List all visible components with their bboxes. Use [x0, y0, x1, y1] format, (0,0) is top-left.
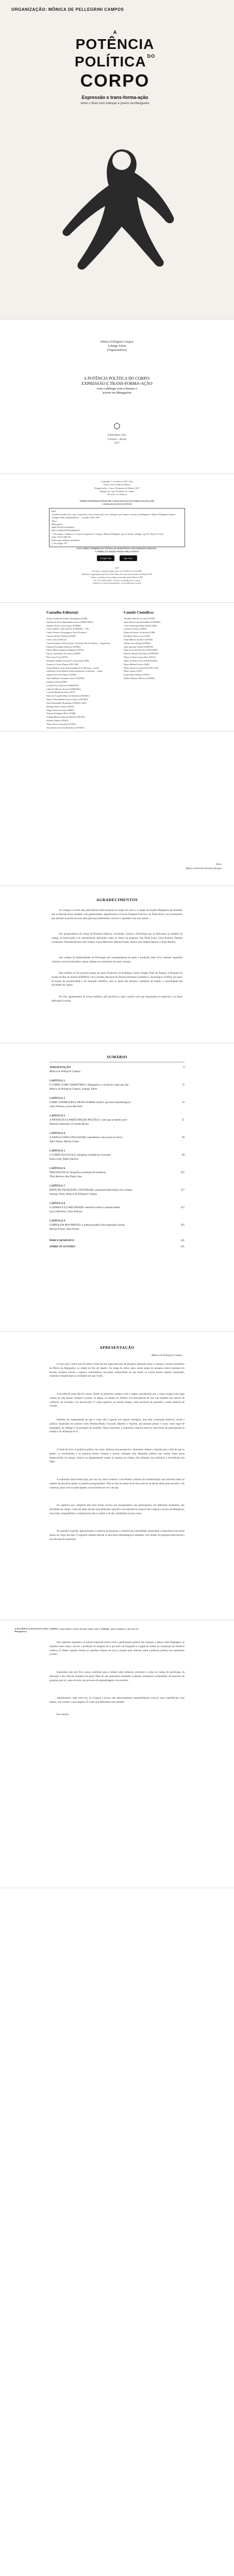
- title-page-author-1: Mônica Pellegrini Campos: [100, 341, 134, 344]
- acknowledgements-paragraph-2: Aos pesquisadores do Grupo de Pesquisa Infância, Juventude, Cultura e Psicologia que se dedicaram ao trabalho de campo, às transcrições e às intermináveis discussões sobre os rumos da pesquisa: Ana Paula Lima, Clara Pedrosa, Daniela Guimarães, Fernanda Rocha, Júlia Vianna, Lucas Meirelles, Marina Fontes, Paula Lobo, Rafael Queiroz e Thaís Barreto.: [52, 933, 182, 944]
- toc-chapter-label: CAPÍTULO 3: [49, 1115, 65, 1117]
- cover-title-line-3: CORPO: [80, 71, 150, 91]
- toc-entry-label: O CORPO COMO TERRITÓRIO: a Mangueira e a escuta do corpo que fala: [49, 1084, 129, 1087]
- presentation-continued-page: [0, 1620, 234, 1888]
- editorial-member: Sérgio Nunes de Jesus (IFRO): [46, 708, 74, 711]
- cover-subtitle-2: entre o título com crianças e jovens na Mangueira: [80, 102, 149, 105]
- scientific-member: Maria Helena Fávero (UnB): [124, 663, 149, 666]
- editorial-member: Andréia da Silva Quintanilha Sousa (UNIR/UFRN): [46, 620, 93, 623]
- cover-title-line-2: [67, 54, 163, 70]
- toc-entry-author: Daniela Guimarães, Fernanda Rocha: [49, 1123, 89, 1126]
- toc-entry-page: 15: [182, 1084, 185, 1087]
- toc-entry-page: 165: [180, 1224, 185, 1227]
- toc-entry-label: A INFÂNCIA E A PARTICIPAÇÃO POLÍTICA: vozes que se fazem ouvir: [49, 1119, 127, 1122]
- cip-line-6: DOI 10.24824/978854440000.0: [52, 529, 80, 532]
- presentation-continued-paragraph-1: Nos capítulos seguintes, os autores exploram temas como a participação política das crianças, a dança como linguagem, as relações entre corpo e escola, a produção de imagens de si por meio da fotografia e o papel do samba na construção da memória coletiva. O último capítulo retoma as questões centrais do livro e propõe uma reflexão sobre a potência política das expressões juvenis.: [49, 1641, 185, 1656]
- presentation-title: APRESENTAÇÃO: [99, 1345, 135, 1350]
- presentation-author: Mônica de Pellegrini Campos: [151, 1354, 182, 1357]
- toc-entry-author: Paula Lobo, Rafael Queiroz: [49, 1158, 79, 1161]
- cover-figure-illustration: [44, 139, 189, 278]
- toc-entry[interactable]: [49, 1118, 185, 1122]
- toc-entry-label: O CORPO NA ESCOLA: disciplina, resistência e invenção: [49, 1154, 111, 1157]
- cip-subtitle: CATALOGAÇÃO NA FONTE: [102, 503, 132, 506]
- legal-line-5: Tel.: (41) 3039-6418 – E-mail: sac@editoracrv.com.br: [93, 579, 141, 582]
- toc-entry-label: ÍNDICE REMISSIVO: [49, 1240, 74, 1242]
- editorial-member: Celso Conti (UFSCar): [46, 638, 67, 641]
- copyright-block: [0, 480, 234, 496]
- acknowledgements-title: AGRADECIMENTOS: [96, 897, 138, 902]
- toc-entry-page: 9: [183, 1066, 185, 1069]
- toc-entry[interactable]: [49, 1066, 185, 1070]
- running-head: A POTÊNCIA POLÍTICA DO CORPO: expressão e trans-forma-ação com o diálogo com crianças e jovens na Mangueira: [14, 1628, 139, 1633]
- cover-figure-head-highlight: [112, 151, 131, 170]
- toc-entry: [49, 1210, 185, 1214]
- toc-chapter-label: CAPÍTULO 6: [49, 1167, 65, 1170]
- toc-chapter-label: CAPÍTULO 5: [49, 1150, 65, 1153]
- presentation-paragraph-4: O título do livro, A potência política do corpo, sintetiza essa perspectiva. Queremos chamar a atenção para o fato de que os gestos, os movimentos e as posturas dessas crianças e jovens carregam uma dimensão política que muitas vezes passa despercebida. Ao dançar, brincar ou simplesmente ocupar os espaços da cidade, eles afirmam sua existência e reivindicam um lugar.: [49, 1449, 185, 1464]
- cip-line-2: A potência política do corpo: expressão e trans-forma-ação com o diálogo com crianças e jovens na Mangueira / Mônica Pellegrini Campos, Solange Jobim (organizadoras). – Curitiba: CRV, 2017.: [52, 513, 176, 519]
- dedication-text: [139, 863, 222, 871]
- cover-editors: ORGANIZAÇÃO: MÔNICA DE PELLEGRINI CAMPOS: [11, 7, 124, 12]
- digital-edition-line-2: CONHEÇA E BAIXE NOSSO APLICATIVO!: [95, 550, 139, 553]
- title-page-publisher: [0, 434, 234, 446]
- cover-title-block: [67, 30, 163, 128]
- scientific-member: Cristina Zacarias (UFPE): [124, 628, 147, 631]
- toc-entry[interactable]: [49, 1136, 185, 1140]
- cip-record-box: [49, 508, 185, 547]
- toc-entry: [49, 1097, 185, 1100]
- presentation-page: [0, 1332, 234, 1620]
- title-page-publisher-year: 2017: [114, 442, 120, 445]
- editorial-member: Carmen Tereza Velanga (UNIR): [46, 635, 76, 638]
- toc-entry[interactable]: [49, 1224, 185, 1227]
- title-page-author-role: (Organizadores): [107, 349, 127, 352]
- editorial-member: Antônio Pereira Gaio Júnior (UFRRJ): [46, 624, 81, 627]
- toc-entry-label: SOBRE OS AUTORES: [49, 1246, 75, 1248]
- editorial-member: Francisco Carlos Duarte (PUC-PR): [46, 663, 79, 666]
- editorial-member: Carlos Alberto Vilar Estêvão (UMINHO – PT): [46, 628, 89, 631]
- legal-line-3: Proibida a reprodução parcial ou total desta obra sem autorização da Editora CRV: [81, 572, 153, 575]
- toc-entry-author: Thaís Barreto, Ana Paula Lima: [49, 1176, 82, 1178]
- toc-entry-page: 185: [180, 1240, 185, 1242]
- scientific-member: Nilza Gomes (USF): [124, 670, 142, 673]
- title-page-title-line-2: EXPRESSÃO E TRANS-FORMA-AÇÃO: [81, 381, 153, 386]
- toc-entry: [49, 1175, 185, 1179]
- toc-entry-page: 33: [182, 1101, 185, 1104]
- scientific-member: Marcelo Brasil Sant'Anna (UNIFESP): [124, 652, 159, 655]
- toc-entry-author: Mônica de Pellegrini Campos, Solange Jobim: [49, 1088, 97, 1091]
- google-play-button[interactable]: Google Play: [97, 555, 114, 561]
- editorial-member: Sydione Santos (UEPG): [46, 719, 69, 722]
- legal-line-4: Todos os direitos desta edição reservados pela: Editora CRV: [91, 575, 143, 579]
- cover-page: [0, 0, 234, 319]
- editorial-member: Solange Helena Ximenes-Rocha (UFOPA): [46, 716, 86, 719]
- toc-entry-author: Lucas Meirelles, Clara Pedrosa: [49, 1211, 82, 1213]
- toc-chapter-label: CAPÍTULO 9: [49, 1220, 65, 1223]
- editorial-member: João Adalberto Campato Junior (UNESP): [46, 677, 85, 680]
- editorial-member: Simone Rodrigues Pinto (UNB): [46, 712, 76, 715]
- editorial-member: Tania Suely Azevedo Brasileiro (UFOPA): [46, 726, 85, 729]
- editorial-member: Tadeu Oliver Gonçalves (UFPA): [46, 722, 76, 725]
- editorial-member: Elione Maria Nogueira Diogenes (UFAL): [46, 649, 85, 652]
- editorial-council-heading: Conselho Editorial:: [46, 610, 79, 615]
- toc-entry-label: CORPO, EXPRESSÃO E TRANS-FORMA-AÇÃO: percursos metodológicos: [49, 1101, 131, 1104]
- presentation-continued-paragraph-4: Boa leitura!: [57, 1714, 69, 1716]
- cip-line-8: CDU 159.9 CDD 150: [52, 535, 71, 538]
- toc-entry[interactable]: [49, 1239, 185, 1243]
- copyright-line-3: Diagramação e Capa: Designers da Editora CRV: [94, 486, 140, 489]
- copyright-line-1: Copyright © da Editora CRV Ltda.: [101, 480, 133, 483]
- cip-line-10: 1. Psicologia 150: [52, 542, 67, 545]
- toc-entry-page: 69: [182, 1137, 185, 1139]
- acknowledgements-paragraph-5: Por fim, agradecemos às nossas famílias, pela paciência e pelo carinho com que suportaram as ausências e as horas dedicadas à escrita.: [52, 996, 182, 1003]
- scientific-member: Sonia Mara Ornelas (UFPA): [124, 673, 149, 676]
- toc-entry-page: 89: [182, 1154, 185, 1157]
- toc-entry: [49, 1193, 185, 1196]
- toc-entry-label: BRINCAR, PESQUISAR, CONVERSAR: a pesquisa-intervenção com crianças: [49, 1189, 132, 1192]
- editorial-member: Jailson Alves dos Santos (UFRJ): [46, 673, 76, 676]
- toc-entry[interactable]: [49, 1206, 185, 1210]
- toc-entry-page: 191: [180, 1246, 185, 1248]
- editorial-member: Leonel Severo Rocha (UNISINOS): [46, 684, 79, 687]
- cip-line-1: P861: [52, 510, 56, 513]
- toc-entry: [49, 1149, 185, 1153]
- toc-chapter-label: CAPÍTULO 4: [49, 1132, 65, 1135]
- council-page: [0, 603, 234, 732]
- editorial-member: Rodrigo Pratte-Santos (UFES): [46, 705, 74, 708]
- cover-title-word-do: DO: [147, 54, 156, 59]
- summary-title: SUMÁRIO: [107, 1055, 127, 1059]
- legal-block: [0, 567, 234, 585]
- cover-title-word-politica: POLÍTICA: [74, 54, 146, 70]
- scientific-member: Maria da Penha Nery (UNICEUMA): [124, 659, 158, 662]
- scientific-member: Maria Cristina Lopes Silva (UFSC): [124, 656, 156, 659]
- scientific-member: Jatiane Lino Bringel (UFMS): [124, 641, 151, 645]
- title-page-author-2: Solange Jobim: [108, 345, 126, 348]
- scientific-member: Zildete Pinheiro Moreira (UFMG): [124, 677, 155, 680]
- editorial-member: Gloria Fariñas León (Universidade de La Havana – Cuba): [46, 666, 99, 669]
- editorial-member: Maria de Lourdes Pinto de Almeida (UNOESC): [46, 694, 90, 698]
- cip-heading: [0, 500, 234, 506]
- title-page-authors: [0, 340, 234, 352]
- editorial-member: Guillermo Arias Beatón (Universidade de La Havana – Cuba): [46, 670, 103, 673]
- digital-edition-note: [0, 547, 234, 553]
- scientific-member: Julia Agostini Cebalo (FAPESP): [124, 645, 154, 648]
- toc-entry[interactable]: [49, 1101, 185, 1105]
- toc-entry: [49, 1219, 185, 1223]
- presentation-paragraph-1: O livro que o leitor tem em mãos é fruto de um longo percurso de pesquisa realizado junto a crianças e jovens moradores do Morro da Mangueira, na cidade do Rio de Janeiro. Ao longo de vários anos, nosso grupo de pesquisa esteve presente em escolas, projetos sociais e espaços comunitários, buscando compreender de que modo os corpos desses sujeitos expressam, resistem e transformam as condições em que vivem.: [49, 1363, 185, 1378]
- presentation-continued-paragraph-3: Agradecemos, mais uma vez, às crianças e jovens que generosamente compartilharam conosco suas experiências, seus medos, seus sonhos e suas alegrias. É a eles que dedicamos este trabalho.: [49, 1697, 185, 1704]
- toc-entry-label: A DANÇA COMO LINGUAGEM: experiências com jovens no morro: [49, 1137, 123, 1139]
- toc-entry-author: Clara Pedrosa, Lucas Meirelles: [49, 1106, 82, 1108]
- copyright-line-4: Imagem da capa: Pesquisa de Campo: [99, 489, 135, 493]
- toc-entry-author: Solange Jobim, Mônica de Pellegrini Campos: [49, 1193, 97, 1196]
- title-page-title-line-1: A POTÊNCIA POLÍTICA DO CORPO:: [83, 376, 151, 381]
- editorial-member: Lídia de Oliveira Xavier (UNIEURO): [46, 687, 81, 690]
- editorial-member: Paulo Romualdo Hernandes (UNIFAL-MG): [46, 701, 87, 704]
- presentation-paragraph-6: Os capítulos que compõem esta obra foram escritos por pesquisadores que participaram, em diferentes momentos, das atividades de campo. Cada um deles aborda uma dimensão específica da experiência corporal das crianças e jovens da Mangueira, mas todos compartilham o compromisso ético e político de dar visibilidade às suas vozes.: [49, 1504, 185, 1515]
- toc-entry[interactable]: [49, 1245, 185, 1249]
- toc-entry: [49, 1088, 185, 1091]
- copyright-line-5: Revisão: Os Autores: [107, 493, 127, 496]
- editorial-member: Cesar Gerónimo Tello (Univer. Nacional Três de Febrero – Argentina): [46, 641, 110, 645]
- toc-entry: [49, 1070, 185, 1074]
- app-store-button[interactable]: App Store: [120, 555, 137, 561]
- toc-entry-label: O SAMBA E A COMUNIDADE: memória coletiva e pertencimento: [49, 1207, 121, 1209]
- editorial-member: Aldira Guimarães Duarte Domínguez (UNB): [46, 617, 88, 620]
- editorial-member: Élsio José Corá (UFFS): [46, 656, 68, 659]
- cip-title: DADOS INTERNACIONAIS DE CATALOGAÇÃO NA PUBLICAÇÃO (CIP): [79, 500, 155, 502]
- scientific-member: Elisabete Franco Cruz (USP): [124, 635, 151, 638]
- cover-title-line-1: POTÊNCIA: [75, 36, 155, 52]
- cip-line-3: 198 p.: [52, 519, 57, 522]
- scientific-member: Maria Teresa Lacerda Leite (PUC-SP): [124, 666, 159, 669]
- scientific-committee-heading: Comitê Científico:: [124, 610, 154, 615]
- editorial-member: Carlos Federico Dominguez Avila (Unieuro): [46, 631, 87, 634]
- toc-entry: [49, 1132, 185, 1136]
- presentation-paragraph-5: A expressão trans-forma-ação, por sua vez, busca traduzir o movimento contínuo de transformação que atravessa tanto os sujeitos da pesquisa quanto os próprios pesquisadores. Não se trata de observar de fora, mas de se deixar afetar pelo encontro e de construir, junto com os participantes, novas formas de ver e de agir.: [49, 1479, 185, 1489]
- publisher-logo-icon: [114, 422, 120, 430]
- cover-subtitle: Expressão e trans-forma-ação: [81, 95, 148, 100]
- editorial-member: Lourdes Helena da Silva (UFV): [46, 691, 76, 694]
- toc-entry[interactable]: [49, 1171, 185, 1175]
- toc-entry-page: 147: [180, 1207, 185, 1209]
- toc-chapter-label: CAPÍTULO 8: [49, 1202, 65, 1205]
- dedication-line-2: Maria Gabriela Portela Borges: [186, 867, 222, 870]
- toc-entry-author: Júlia Vianna, Marina Fontes: [49, 1141, 79, 1143]
- scientific-member: Eliane de Souza Cavalcante (UPE): [124, 631, 156, 634]
- legal-line-2: Foi feito o depósito legal conf. Lei 10.994 de 14/12/2004: [92, 569, 142, 572]
- title-page-publisher-city: Curitiba – Brasil: [107, 437, 127, 441]
- legal-line-1: 2017: [114, 567, 120, 569]
- toc-entry: [49, 1184, 185, 1188]
- title-page: [0, 319, 234, 474]
- acknowledgements-paragraph-3: Aos colegas do Departamento de Psicologia que acompanharam de perto a produção deste livro, fazendo sugestões valiosas e nos incentivando a seguir adiante nos momentos de maior cansaço.: [52, 957, 182, 963]
- toc-entry: [49, 1114, 185, 1118]
- toc-chapter-label: CAPÍTULO 1: [49, 1080, 65, 1082]
- legal-line-6: Conheça os nossos lançamentos: www.editoracrv.com.br: [92, 582, 142, 585]
- digital-edition-line-1: ESTA OBRA TAMBÉM ENCONTRA-SE DISPONÍVEL EM FORMATO DIGITAL.: [77, 547, 157, 550]
- toc-entry: [49, 1202, 185, 1206]
- toc-entry: [49, 1140, 185, 1144]
- title-page-title-line-4: jovens na Mangueira: [103, 391, 131, 395]
- toc-entry-label: APRESENTAÇÃO: [49, 1066, 71, 1069]
- title-page-publisher-name: EDITORA CRV: [108, 434, 126, 437]
- toc-entry: [49, 1228, 185, 1231]
- title-page-title: [31, 376, 203, 396]
- toc-entry: [49, 1079, 185, 1083]
- presentation-paragraph-7: No primeiro capítulo, apresentamos o contexto da pesquisa e a história da comunidade, destacando a importância da escuta atenta do corpo que fala. O segundo capítulo discute os percursos metodológicos adotados, com ênfase na pesquisa-intervenção e nas oficinas de expressão.: [49, 1530, 185, 1541]
- scientific-member: Carlos Henrique Bahia (UNICAMP): [124, 624, 157, 627]
- summary-page: [0, 1043, 234, 1332]
- title-page-title-line-3: com o diálogo com crianças e: [96, 386, 138, 391]
- toc-entry-page: 127: [180, 1189, 185, 1192]
- acknowledgements-page: [0, 886, 234, 1043]
- editorial-member: Eduardo Fernandes Barbosa (UFMG): [46, 645, 81, 648]
- catalog-page: [0, 474, 234, 603]
- cip-line-7: 1. Psicologia 2. Infância 3. Corpo 4. Expressão I. Campos, Mônica Pellegrini. org. II. Jobim, Solange. org. III. Título IV. Série: [52, 532, 163, 535]
- toc-entry: [49, 1158, 185, 1161]
- acknowledgements-paragraph-4: Este trabalho só foi possível graças ao apoio financeiro da Fundação Carlos Chagas Filho de Amparo à Pesquisa do Estado do Rio de Janeiro (FAPERJ) e do Conselho Nacional de Desenvolvimento Científico e Tecnológico (CNPq), por meio de bolsas de produtividade e de iniciação científica, sem as quais não teríamos condições de manter a continuidade das atividades de campo.: [52, 972, 182, 987]
- cip-line-4: Bibliografia: [52, 522, 62, 526]
- toc-entry-label: CORPOS EM MOVIMENTO: a potência política das expressões juvenis: [49, 1224, 125, 1227]
- scientific-member: Kátia Lúcia de Oliveira (UNICAMP): [124, 649, 158, 652]
- editorial-member: Fernando Antônio Gonçalves Alcoforado (IPB): [46, 659, 90, 662]
- editorial-council-list: [46, 617, 121, 730]
- toc-entry: [49, 1123, 185, 1126]
- editorial-member: Elizeu Clementino de Souza (UNEB): [46, 652, 80, 655]
- toc-entry: [49, 1105, 185, 1109]
- toc-entry[interactable]: [49, 1154, 185, 1157]
- presentation-continued-paragraph-2: Esperamos que este livro possa contribuir para o debate sobre infância, juventude e corpo no campo da psicologia, da educação e das ciências humanas em geral. Mais do que apresentar resultados acabados, desejamos compartilhar um processo de pesquisa que foi, antes de tudo, um processo de aprendizagem e de encontro.: [49, 1671, 185, 1682]
- scientific-member: Abrahão Marcelo da Silva (UFPE): [124, 617, 155, 620]
- scientific-member: Anna Maria Lunardi Padilha (UNIMEP): [124, 620, 161, 623]
- toc-entry-label: IMAGENS DE SI: fotografia e produção de narrativas: [49, 1172, 106, 1174]
- cover-title-article: A: [113, 30, 117, 36]
- toc-entry: [49, 1167, 185, 1171]
- acknowledgements-paragraph-1: As crianças e jovens que participaram desta pesquisa ao longo dos anos e à equipe do projeto Mangueira do Amanhã, que acolheram nosso trabalho com generosidade. Agradecemos à Escola Estadual Francisco de Paula Brito e aos professores que abriram as portas de suas salas para que pudéssemos conviver e aprender com seus alunos.: [52, 909, 182, 920]
- toc-entry-author: Marina Fontes, Júlia Vianna: [49, 1228, 79, 1231]
- copyright-line-2: Editor-chefe: Railson Moura: [104, 483, 130, 486]
- toc-entry[interactable]: [49, 1189, 185, 1192]
- dedication-page: [0, 732, 234, 886]
- editorial-member: Maria Lília Imbiriba Sousa Colares (UFOPA): [46, 698, 88, 701]
- toc-entry-author: Mônica de Pellegrini Campos: [49, 1071, 81, 1073]
- toc-entry-page: 51: [182, 1119, 185, 1122]
- toc-chapter-label: CAPÍTULO 2: [49, 1097, 65, 1100]
- toc-chapter-label: CAPÍTULO 7: [49, 1185, 65, 1188]
- toc-entry[interactable]: [49, 1083, 185, 1087]
- scientific-member: Iolete Ribeiro da Silva (UFAM): [124, 638, 153, 641]
- cip-line-9: Índice para catálogo sistemático: [52, 538, 80, 541]
- cip-line-5: ISBN 978-85-444-0000-0: [52, 526, 75, 529]
- presentation-paragraph-2: A escolha do tema não foi casual. Desde os primeiros contatos com o campo, percebemos que o corpo ocupava um lugar central na vida dessas crianças e jovens: na dança, no samba, no futebol, nas brincadeiras de rua, mas também nas marcas da violência, da exclusão e do preconceito. O corpo aparecia, ao mesmo tempo, como território de opressão e como potência de criação.: [49, 1393, 185, 1408]
- editorial-member: Josania Portela (UFPI): [46, 680, 67, 683]
- presentation-paragraph-3: Partimos da compreensão de que o corpo não é apenas um suporte biológico, mas uma construção histórica, social e política. Inspiradas em autores como Merleau-Ponty, Foucault, Bakhtin e Vigotski, procuramos pensar o corpo como lugar de linguagem, de diálogo e de produção de sentidos. Nesse horizonte, a expressão corporal torna-se uma forma de participação no mundo e de afirmação de si.: [49, 1419, 185, 1434]
- scientific-committee-list: [124, 617, 191, 681]
- toc-entry-page: 107: [180, 1172, 185, 1174]
- dedication-line-1: Para: [216, 863, 222, 866]
